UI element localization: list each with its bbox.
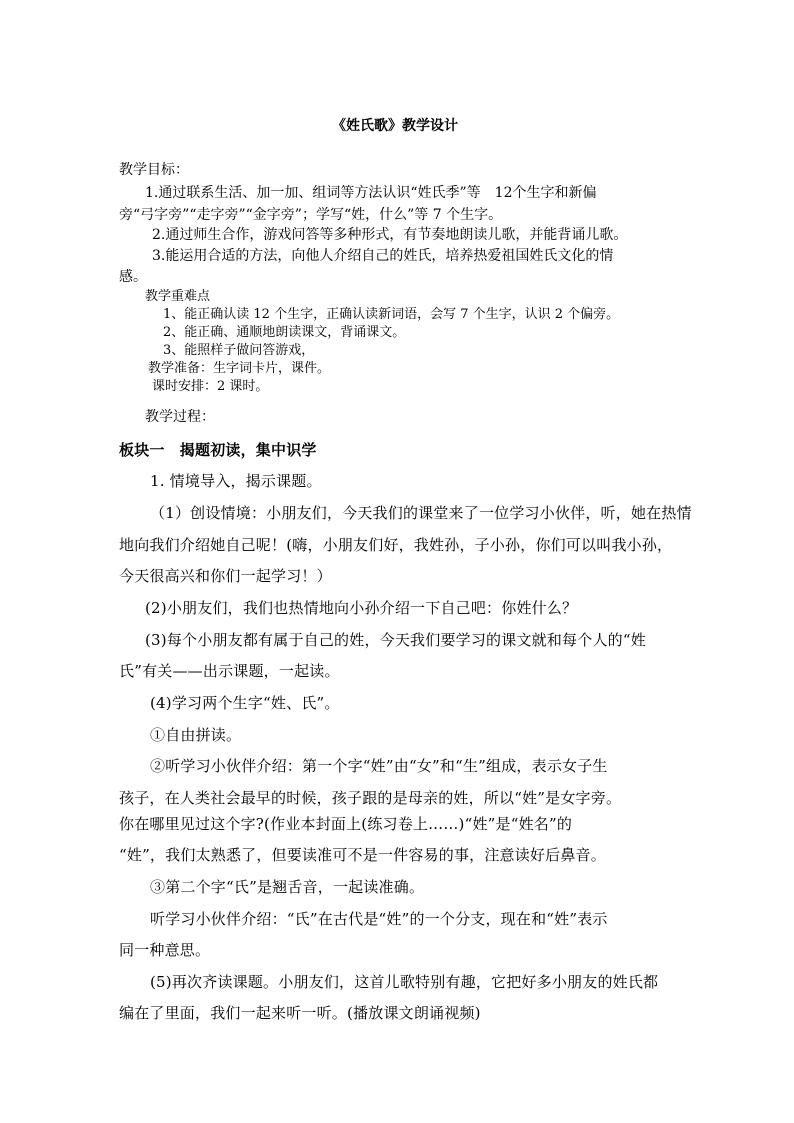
- body-line: ③第二个字“氏”是翘舌音，一起读准确。: [150, 878, 425, 896]
- document-title: 《姓氏歌》教学设计: [332, 118, 458, 134]
- objective-line: 3.能运用合适的方法，向他人介绍自己的姓氏，培养热爱祖国姓氏文化的情: [152, 248, 614, 264]
- body-line: （1）创设情境：小朋友们，今天我们的课堂来了一位学习小伙伴，听，她在热情: [150, 504, 692, 522]
- body-line: 氏”有关——出示课题，一起读。: [119, 662, 340, 680]
- objectives-heading: 教学目标：: [119, 162, 189, 178]
- process-heading: 教学过程：: [145, 409, 215, 425]
- body-line: 听学习小伙伴介绍：“氏”在古代是“姓”的一个分支，现在和“姓”表示: [150, 910, 608, 928]
- objective-line: 旁“弓字旁”“走字旁”“金字旁”；学写“姓，什么”等 7 个生字。: [119, 207, 503, 223]
- body-line: 你在哪里见过这个字?(作业本封面上(练习卷上……)“姓”是“姓名”的: [119, 815, 573, 833]
- objective-line: 1.通过联系生活、加一加、组词等方法认识“姓氏季”等 12个生字和新偏: [145, 185, 597, 201]
- body-line: ①自由拼读。: [150, 726, 242, 744]
- body-line: 1. 情境导入，揭示课题。: [150, 472, 322, 490]
- body-line: 同一种意思。: [119, 941, 211, 959]
- body-line: 今天很高兴和你们一起学习！）: [119, 567, 332, 585]
- body-line: (3)每个小朋友都有属于自己的姓，今天我们要学习的课文就和每个人的“姓: [145, 631, 646, 649]
- body-line: ②听学习小伙伴介绍：第一个字“姓”由“女”和“生”组成，表示女子生: [150, 757, 608, 775]
- objective-line: 感。: [119, 269, 147, 285]
- keypoints-heading: 教学重难点: [145, 289, 211, 304]
- section-heading: 板块一 揭题初读，集中识学: [119, 441, 317, 459]
- body-line: 孩子，在人类社会最早的时候，孩子跟的是母亲的姓，所以“姓”是女字旁。: [119, 789, 622, 807]
- objective-line: 2.通过师生合作，游戏问答等多种形式，有节奏地朗读儿歌，并能背诵儿歌。: [152, 227, 628, 243]
- keypoint-line: 2、能正确、通顺地朗读课文，背诵课文。: [163, 325, 406, 340]
- preparation-line: 教学准备：生字词卡片，课件。: [148, 361, 331, 376]
- body-line: 地向我们介绍她自己呢！(嗨，小朋友们好，我姓孙，子小孙，你们可以叫我小孙，: [119, 536, 673, 554]
- body-line: (5)再次齐读课题。小朋友们，这首儿歌特别有趣，它把好多小朋友的姓氏都: [150, 973, 659, 991]
- body-line: 编在了里面，我们一起来听一听。(播放课文朗诵视频): [119, 1004, 481, 1022]
- keypoint-line: 1、能正确认读 12 个生字，正确认读新词语，会写 7 个生字，认识 2 个偏旁。: [163, 307, 620, 322]
- schedule-line: 课时安排：2 课时。: [152, 379, 269, 394]
- body-line: (2)小朋友们，我们也热情地向小孙介绍一下自己吧：你姓什么？: [145, 599, 578, 617]
- body-line: (4)学习两个生字“姓、氏”。: [150, 694, 340, 712]
- body-line: “姓”，我们太熟悉了，但要读准可不是一件容易的事，注意读好后鼻音。: [119, 846, 606, 864]
- keypoint-line: 3、能照样子做问答游戏，: [163, 343, 315, 358]
